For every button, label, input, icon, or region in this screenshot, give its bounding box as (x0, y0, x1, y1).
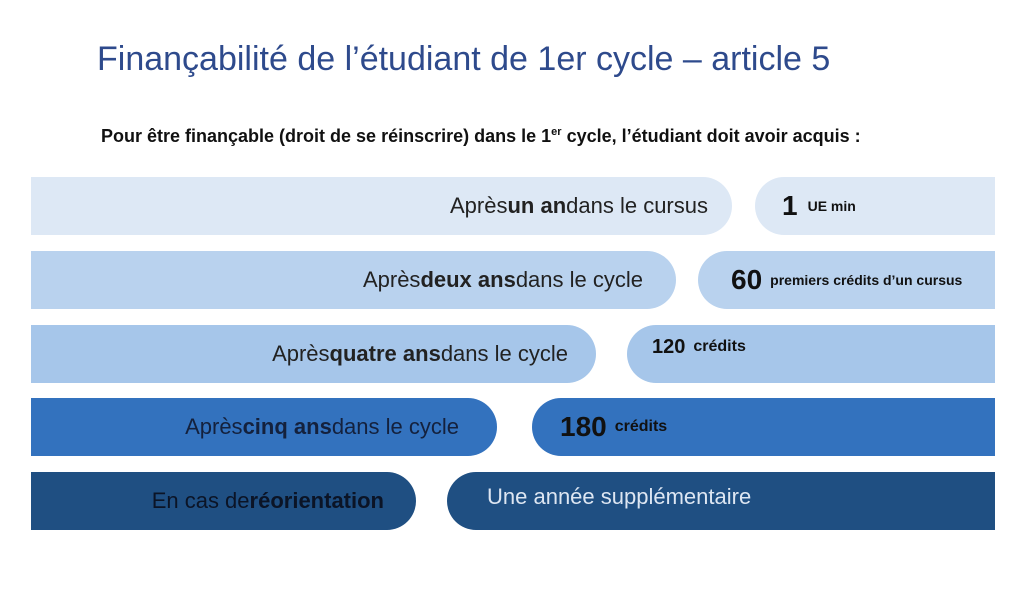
condition-1-duration: un an (507, 193, 567, 218)
intro-part2: cycle, l’étudiant doit avoir acquis : (561, 126, 861, 146)
requirement-pill-3 (627, 325, 995, 383)
condition-3-suffix: dans le cycle (440, 341, 568, 366)
requirement-3-value: 120 (652, 336, 686, 358)
condition-bar-4 (31, 398, 497, 456)
condition-2-duration: deux ans (420, 267, 516, 292)
requirement-1-unit: UE min (807, 198, 856, 214)
requirement-1-value: 1 (782, 190, 798, 221)
requirement-5-text: Une année supplémentaire (487, 484, 752, 509)
condition-4-suffix: dans le cycle (331, 414, 459, 439)
requirement-2-value: 60 (731, 264, 763, 295)
condition-bar-2 (31, 251, 676, 309)
condition-3-duration: quatre ans (329, 341, 441, 366)
requirement-pill-2 (698, 251, 995, 309)
intro-text (101, 122, 961, 150)
condition-bar-3 (31, 325, 596, 383)
requirement-4-unit: crédits (614, 418, 668, 435)
condition-5-keyword: réorientation (249, 488, 384, 513)
condition-bar-5 (31, 472, 416, 530)
intro-superscript: er (551, 126, 562, 138)
requirement-4-value: 180 (560, 411, 607, 442)
requirement-pill-5 (447, 472, 995, 530)
condition-3-prefix: Après (272, 341, 330, 366)
condition-1-prefix: Après (449, 193, 508, 218)
condition-2-prefix: Après (362, 267, 421, 292)
condition-bar-1 (31, 177, 732, 235)
requirement-pill-1 (755, 177, 995, 235)
condition-4-prefix: Après (185, 414, 243, 439)
intro-part1: Pour être finançable (droit de se réinscrire) dans le 1 (101, 126, 552, 146)
requirement-3-unit: crédits (693, 338, 746, 355)
condition-5-prefix: En cas de (151, 488, 250, 513)
condition-2-suffix: dans le cycle (515, 267, 643, 292)
condition-1-suffix: dans le cursus (566, 193, 708, 218)
requirement-2-unit: premiers crédits d’un cursus (770, 272, 963, 288)
requirement-pill-4 (532, 398, 995, 456)
condition-4-duration: cinq ans (242, 414, 332, 439)
slide-title: Finançabilité de l’étudiant de 1er cycle – article 5 (97, 40, 831, 78)
